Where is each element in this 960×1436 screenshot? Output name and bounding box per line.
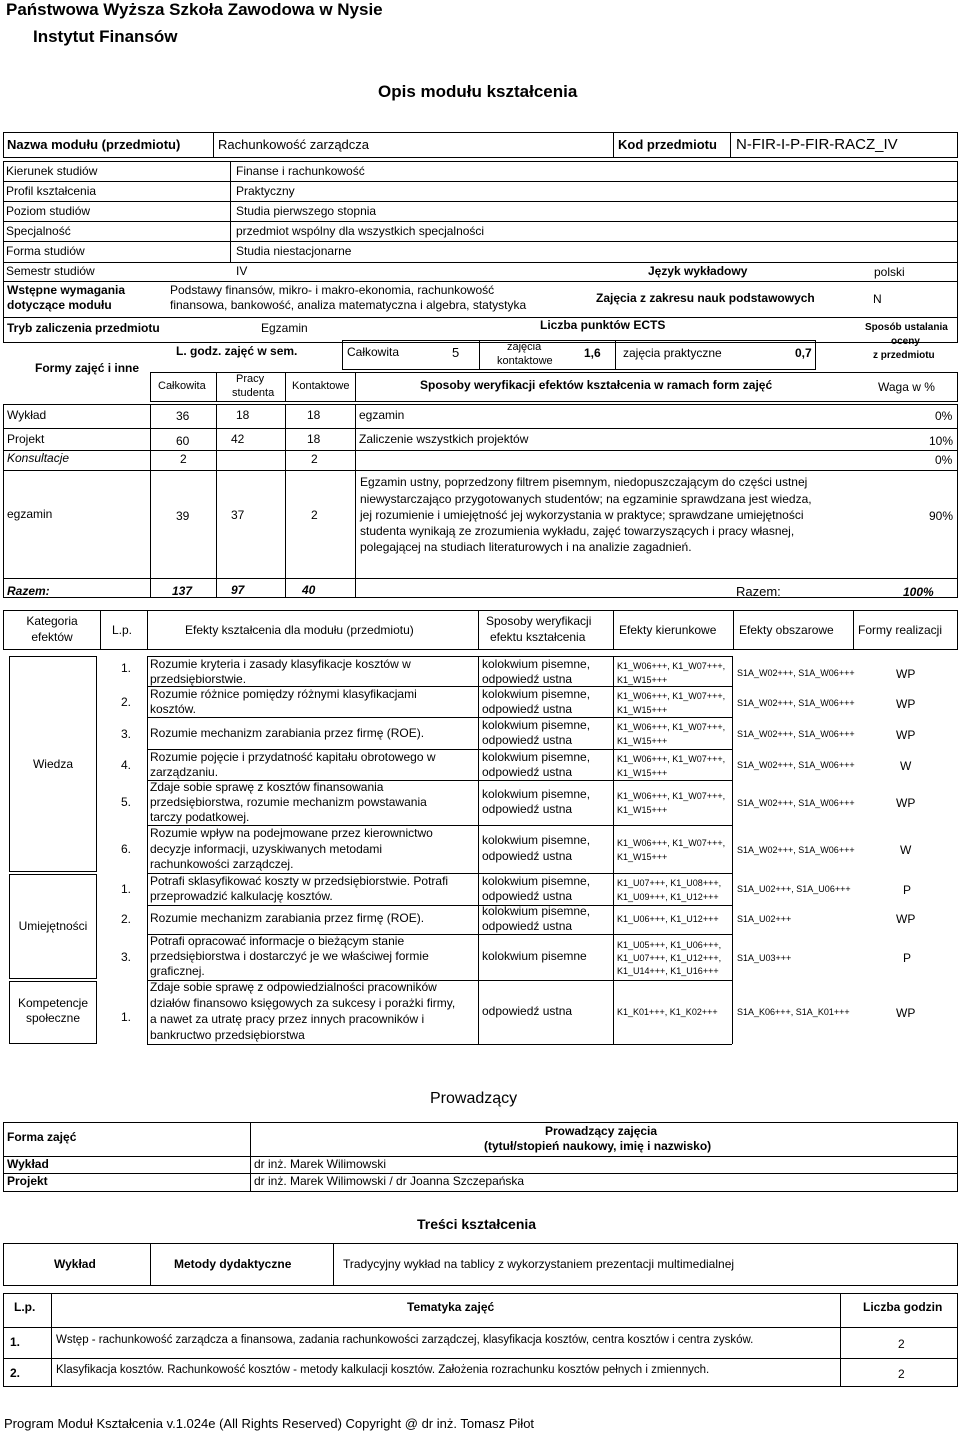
effect-lp: 1. [121,882,132,896]
ects-breakdown [342,340,816,370]
effect-verification: odpowiedź ustna [482,802,573,816]
prereq-label-2: dotyczące modułu [7,298,112,312]
topics-lp-header: L.p. [14,1300,36,1314]
totals-label-right: Razem: [736,584,781,599]
form-contact-hours: 2 [311,452,318,466]
form-work-hours: 18 [236,408,250,422]
footer-copyright: Program Moduł Kształcenia v.1.024e (All Rights Reserved) Copyright @ dr inż. Tomasz Piłot [4,1416,535,1431]
ects-label: Liczba punktów ECTS [540,318,666,332]
effect-verification: odpowiedź ustna [482,919,573,933]
form-contact-hours: 18 [307,408,321,422]
field-value: Finanse i rachunkowość [236,164,365,178]
category-label-2: społeczne [25,1011,81,1025]
effect-text: Zdaje sobie sprawę z kosztów finansowania [150,780,384,794]
effect-lp: 2. [121,695,132,709]
hours-work-label-2: studenta [232,387,275,399]
effect-text: decyzje informacji, uzyskiwanych metodami [150,842,383,856]
effect-form: WP [896,912,916,926]
hours-contact-label: Kontaktowe [292,380,350,392]
effect-form: WP [896,796,916,810]
basic-sciences-label: Zajęcia z zakresu nauk podstawowych [596,291,815,305]
language-value: polski [874,265,905,279]
effect-area: S1A_U02+++, S1A_U06+++ [737,884,851,894]
forms-header: Formy realizacji [858,623,943,637]
effect-area: S1A_U02+++ [737,914,792,924]
form-verification-line: niewystarczająco przygotowanych studentów; na egzaminie sprawdzana jest wiedza, [360,492,812,506]
effect-lp: 3. [121,727,132,741]
effect-direction: K1_W15+++ [617,736,668,746]
effect-direction: K1_W15+++ [617,675,668,685]
effect-text: Rozumie mechanizm zarabiania przez firmę (ROE). [150,911,425,925]
assessment-mode-label: Tryb zaliczenia przedmiotu [7,321,160,335]
effect-lp: 4. [121,758,132,772]
weight-label: Waga w % [878,380,935,394]
topic-hours: 2 [898,1337,905,1351]
effect-form: WP [896,697,916,711]
effect-area: S1A_W02+++, S1A_W06+++ [737,798,855,808]
effect-lp: 1. [121,1010,132,1024]
effect-area: S1A_W02+++, S1A_W06+++ [737,698,855,708]
effect-direction: K1_W06+++, K1_W07+++, [617,838,726,848]
lecturer-form: Wykład [7,1157,49,1171]
effect-direction: K1_W06+++, K1_W07+++, [617,754,726,764]
form-verification-line: polegającej na studiach literaturowych i na analizie zagadnień. [360,540,692,554]
totals-contact-hours: 40 [302,583,316,597]
effect-verification: kolokwium pisemne, [482,904,591,918]
topic-hours: 2 [898,1367,905,1381]
form-verification-line: jej rozumienie i umiejętność jej wykorzystania w praktyce; sprawdzane umiejętności [360,508,804,522]
contact-label-2: kontaktowe [497,355,553,367]
effect-direction: K1_W15+++ [617,705,668,715]
effect-direction: K1_K01+++, K1_K02+++ [617,1007,718,1017]
contact-ects: 1,6 [584,346,601,360]
prereq-label: Wstępne wymagania [7,283,126,297]
effect-direction: K1_W15+++ [617,852,668,862]
grading-method-label: Sposób ustalania [865,322,948,333]
totals-label: Razem: [7,584,50,598]
verification-label: Sposoby weryfikacji efektów kształcenia w ramach form zajęć [420,378,773,392]
module-name-label: Nazwa modułu (przedmiotu) [7,137,181,152]
form-contact-hours: 18 [307,432,321,446]
effect-verification: odpowiedź ustna [482,889,573,903]
effect-lp: 3. [121,950,132,964]
effect-text: Zdaje sobie sprawę z odpowiedzialności pracowników [150,980,437,994]
form-contact-hours: 2 [311,508,318,522]
totals-total-hours: 137 [172,584,193,598]
topic-text: Klasyfikacja kosztów. Rachunkowość kosztów - metody kalkulacji kosztów. Założenia rozrachunku kosztów pełnych i zmiennych. [56,1364,710,1376]
effect-verification: kolokwium pisemne, [482,687,591,701]
hours-label: L. godz. zajęć w sem. [176,344,298,358]
form-weight: 0% [935,453,953,467]
effect-verification: kolokwium pisemne, [482,833,591,847]
verification-header-2: efektu kształcenia [490,630,586,644]
effect-text: rachunkowości zarządczej. [150,857,294,871]
effect-form: WP [896,1006,916,1020]
effect-verification: odpowiedź ustna [482,702,573,716]
form-total-hours: 39 [176,509,190,523]
effect-direction: K1_U05+++, K1_U06+++, [617,940,722,950]
effects-header-label: Efekty kształcenia dla modułu (przedmiotu) [185,623,414,637]
direction-effects-header: Efekty kierunkowe [619,623,717,637]
basic-sciences-value: N [873,292,882,306]
effect-text: Potrafi sklasyfikować koszty w przedsiębiorstwie. Potrafi [150,874,449,888]
lp-header: L.p. [112,623,133,637]
effect-area: S1A_W02+++, S1A_W06+++ [737,729,855,739]
area-effects-header: Efekty obszarowe [739,623,834,637]
effect-form: W [900,843,912,857]
effect-lp: 1. [121,661,132,675]
verification-header: Sposoby weryfikacji [486,614,592,628]
study-form-value: Studia niestacjonarne [236,244,352,258]
forms-label: Formy zajęć i inne [35,361,140,375]
effect-verification: kolokwium pisemne, [482,750,591,764]
effect-direction: K1_W15+++ [617,805,668,815]
ects-total: 5 [452,345,460,360]
page-title: Opis modułu kształcenia [378,82,578,101]
lecturers-form-header: Forma zajęć [7,1130,77,1144]
effect-verification: odpowiedź ustna [482,765,573,779]
practical-ects: 0,7 [795,346,812,360]
effect-area: S1A_W02+++, S1A_W06+++ [737,845,855,855]
lecturer-name: dr inż. Marek Wilimowski [254,1157,387,1171]
form-verification: Zaliczenie wszystkich projektów [359,432,529,446]
effect-direction: K1_W06+++, K1_W07+++, [617,691,726,701]
grading-method-label-2: oceny [891,336,920,347]
course-code: N-FIR-I-P-FIR-RACZ_IV [736,136,898,153]
effect-form: P [903,951,912,965]
form-verification: egzamin [359,408,405,422]
effect-verification: kolokwium pisemne, [482,718,591,732]
form-weight: 0% [935,409,953,423]
effect-form: P [903,883,912,897]
prereq-text-2: finansowa, bankowość, analiza matematyczna i algebra, statystyka [170,298,527,312]
effect-lp: 6. [121,842,132,856]
hours-total-label: Całkowita [158,380,206,392]
effect-area: S1A_K06+++, S1A_K01+++ [737,1007,850,1017]
form-total-hours: 36 [176,409,190,423]
effect-verification: odpowiedź ustna [482,849,573,863]
effect-text: przedsiębiorstwie. [150,672,247,686]
language-label: Język wykładowy [648,264,748,278]
effect-direction: K1_U07+++, K1_U12+++, [617,953,722,963]
effect-form: W [900,759,912,773]
effect-direction: K1_U14+++, K1_U16+++ [617,966,719,976]
topics-hours-header: Liczba godzin [863,1300,943,1314]
effect-verification: kolokwium pisemne, [482,874,591,888]
effect-text: Rozumie różnice pomiędzy różnymi klasyfikacjami [150,687,417,701]
form-verification-line: Egzamin ustny, poprzedzony filtrem pisemnym, niedopuszczającym do części ustnej [360,475,808,489]
effect-verification: odpowiedź ustna [482,672,573,686]
profile-value: Praktyczny [236,184,295,198]
effect-verification: odpowiedź ustna [482,1004,573,1018]
lecturers-header-2: (tytuł/stopień naukowy, imię i nazwisko) [484,1139,712,1153]
methods-value: Tradycyjny wykład na tablicy z wykorzystaniem prezentacji multimedialnej [343,1257,735,1271]
semester-value: IV [236,264,248,278]
form-name: Wykład [7,408,47,422]
lecturer-name: dr inż. Marek Wilimowski / dr Joanna Szczepańska [254,1174,525,1188]
module-info-table [3,161,958,343]
effect-area: S1A_W02+++, S1A_W06+++ [737,668,855,678]
level-value: Studia pierwszego stopnia [236,204,377,218]
topic-lp: 1. [10,1335,21,1349]
category-header: Kategoria [26,614,78,628]
category-label: Wiedza [32,757,73,771]
effect-direction: K1_W15+++ [617,768,668,778]
effect-verification: kolokwium pisemne, [482,787,591,801]
form-weight: 90% [929,509,954,523]
form-work-hours: 37 [231,508,245,522]
assessment-mode: Egzamin [261,321,308,335]
effect-area: S1A_W02+++, S1A_W06+++ [737,760,855,770]
effect-text: a nawet za utratę pracy przez innych pracowników i [150,1012,425,1026]
effect-text: Rozumie kryteria i zasady klasyfikacje kosztów w [150,657,411,671]
effect-lp: 5. [121,795,132,809]
form-verification-line: studenta wynikają ze zrozumienia wykładu, zajęć towarzyszących i pracy własnej, [360,524,795,538]
contact-label: zajęcia [507,341,542,353]
effect-text: Rozumie mechanizm zarabiania przez firmę (ROE). [150,726,425,740]
effect-verification: odpowiedź ustna [482,733,573,747]
category-label: Umiejętności [18,919,88,933]
course-code-label: Kod przedmiotu [618,137,717,152]
hours-work-label: Pracy [236,373,265,385]
effect-text: zarządzaniu. [150,765,219,779]
form-total-hours: 2 [180,452,187,466]
effect-text: tarczy podatkowej. [150,810,250,824]
effect-direction: K1_U09+++, K1_U12+++ [617,892,719,902]
effect-direction: K1_U06+++, K1_U12+++ [617,914,719,924]
topic-text: Wstęp - rachunkowość zarządcza a finansowa, zadania rachunkowości zarządczej, klasyfikacja kosztów, centra kosztów i centra zysków. [56,1334,754,1346]
effect-lp: 2. [121,912,132,926]
lecturers-header: Prowadzący zajęcia [545,1124,658,1138]
effect-form: WP [896,728,916,742]
effect-text: bankructwo przedsiębiorstwa [150,1028,305,1042]
lecturers-title: Prowadzący [430,1090,518,1107]
effect-direction: K1_W06+++, K1_W07+++, [617,661,726,671]
study-form-label: Forma studiów [6,244,85,258]
category-label: Kompetencje [17,996,89,1010]
school-name: Państwowa Wyższa Szkoła Zawodowa w Nysie [6,0,383,19]
specialty-label: Specjalność [6,224,71,238]
form-name: Projekt [7,432,45,446]
institute-name: Instytut Finansów [33,27,178,46]
lecturer-form: Projekt [7,1174,48,1188]
effect-text: Rozumie wpływ na podejmowane przez kierownictwo [150,826,433,840]
module-name: Rachunkowość zarządcza [218,137,370,152]
effect-form: WP [896,667,916,681]
effect-text: Potrafi opracować informacje o bieżącym stanie [150,934,405,948]
effect-verification: kolokwium pisemne, [482,657,591,671]
ects-total-label: Całkowita [347,345,400,359]
totals-weight: 100% [903,585,934,599]
totals-work-hours: 97 [231,583,245,597]
effect-text: działów finansowo księgowych za sukcesy i porażki firmy, [150,996,456,1010]
prereq-text: Podstawy finansów, mikro- i makro-ekonomia, rachunkowość [170,283,495,297]
topics-header: Tematyka zajęć [407,1300,495,1314]
effect-text: przedsiębiorstwa, rozumie mechanizm powstawania [150,795,427,809]
effect-text: graficznej. [150,964,205,978]
form-work-hours: 42 [231,432,245,446]
effect-area: S1A_U03+++ [737,953,792,963]
content-title: Treści kształcenia [417,1216,537,1232]
methods-label: Metody dydaktyczne [174,1257,292,1271]
effect-text: kosztów. [150,702,197,716]
effect-verification: kolokwium pisemne [482,949,587,963]
methods-form-label: Wykład [54,1257,96,1271]
form-total-hours: 60 [176,434,190,448]
form-name: egzamin [7,507,53,521]
grading-method-label-3: z przedmiotu [873,350,935,361]
practical-label: zajęcia praktyczne [623,346,722,360]
effect-text: przeprowadzić kalkulację kosztów. [150,889,333,903]
specialty-value: przedmiot wspólny dla wszystkich specjalności [236,224,485,238]
effect-direction: K1_U07+++, K1_U08+++, [617,878,722,888]
effect-text: przedsiębiorstwa i dostarczyć je we właściwej formie [150,949,429,963]
category-header-2: efektów [31,630,73,644]
effect-direction: K1_W06+++, K1_W07+++, [617,722,726,732]
form-weight: 10% [929,434,954,448]
profile-label: Profil kształcenia [6,184,97,198]
effect-text: Rozumie pojęcie i przydatność kapitału obrotowego w [150,750,436,764]
effect-direction: K1_W06+++, K1_W07+++, [617,791,726,801]
level-label: Poziom studiów [6,204,91,218]
form-name: Konsultacje [7,451,70,465]
topic-lp: 2. [10,1366,21,1380]
field-label: Kierunek studiów [6,164,98,178]
semester-label: Semestr studiów [6,264,95,278]
